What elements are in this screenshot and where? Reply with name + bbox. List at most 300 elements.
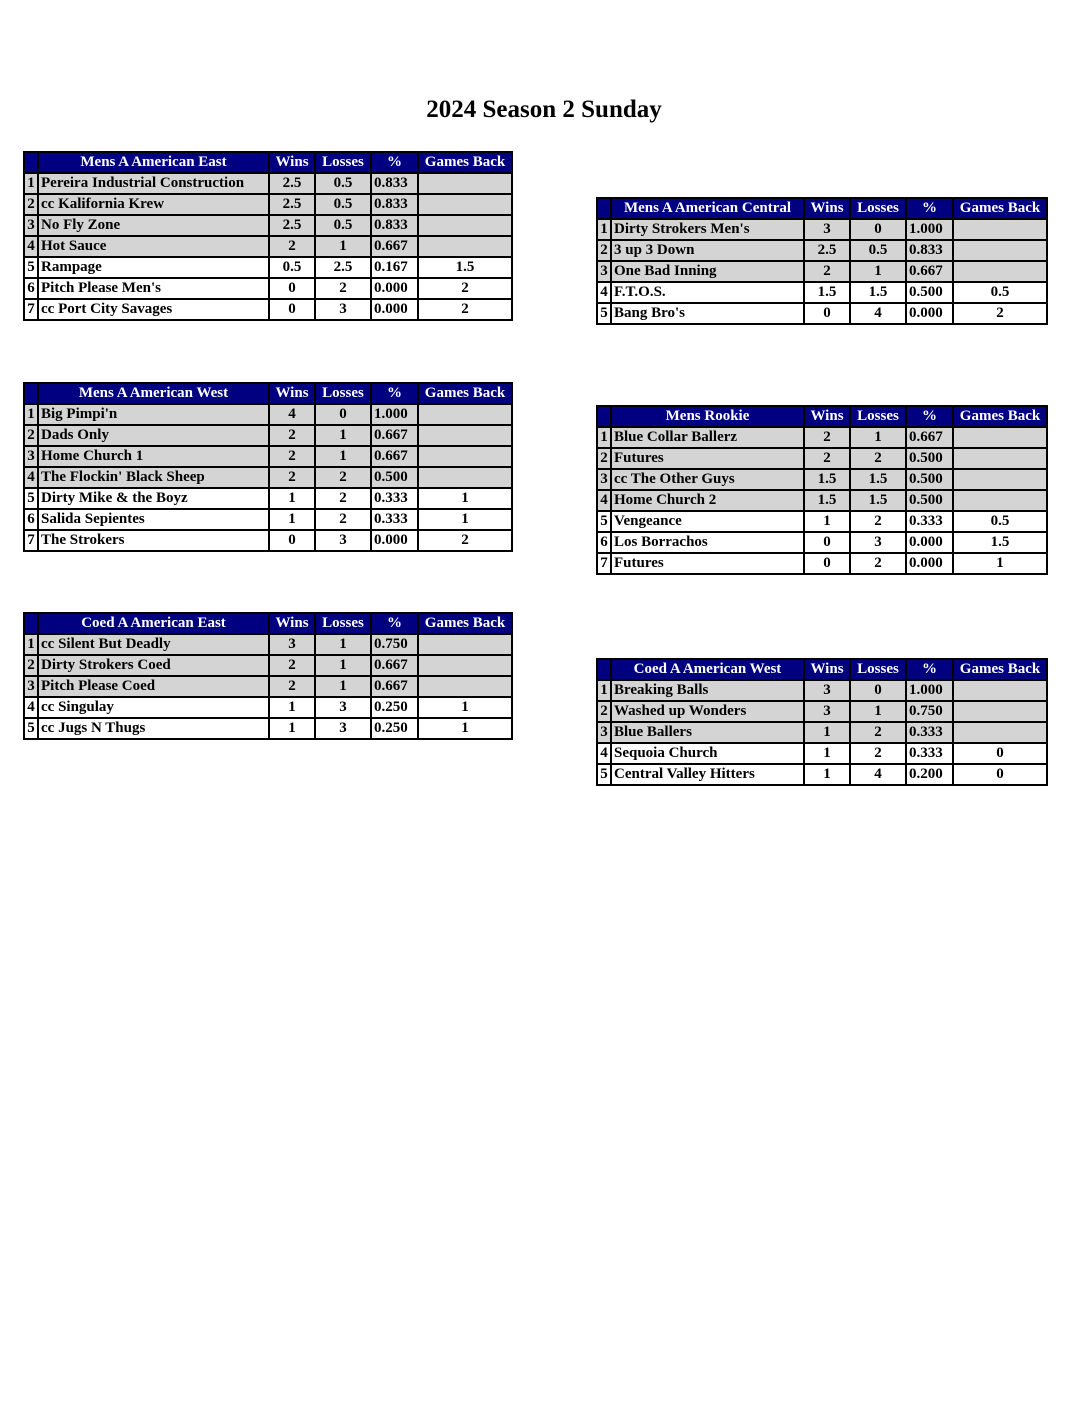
losses-cell: 0.5 <box>315 194 371 215</box>
table-row <box>24 446 512 467</box>
wins-cell: 1 <box>269 697 315 718</box>
rank-cell: 5 <box>597 511 611 532</box>
pct-cell: 0.667 <box>371 446 418 467</box>
losses-cell: 3 <box>850 532 906 553</box>
rank-cell: 6 <box>24 509 38 530</box>
pct-cell: 0.333 <box>906 722 953 743</box>
team-name-cell: Futures <box>611 553 804 574</box>
losses-cell: 1 <box>315 634 371 655</box>
wins-cell: 0 <box>804 303 850 324</box>
rank-cell: 2 <box>24 194 38 215</box>
header-rank-cell <box>24 613 38 634</box>
rank-cell: 6 <box>24 278 38 299</box>
wins-cell: 2.5 <box>804 240 850 261</box>
games-back-cell: 1 <box>418 718 512 739</box>
pct-cell: 0.250 <box>371 718 418 739</box>
header-wins: Wins <box>269 152 315 173</box>
standings-table-mens-a-american-east <box>23 151 513 321</box>
header-wins: Wins <box>269 613 315 634</box>
header-games-back: Games Back <box>953 659 1047 680</box>
wins-cell: 2 <box>269 676 315 697</box>
losses-cell: 1 <box>315 446 371 467</box>
team-name-cell: Salida Sepientes <box>38 509 269 530</box>
wins-cell: 0 <box>269 278 315 299</box>
header-rank-cell <box>597 406 611 427</box>
wins-cell: 2 <box>269 236 315 257</box>
team-name-cell: Vengeance <box>611 511 804 532</box>
rank-cell: 4 <box>597 490 611 511</box>
games-back-cell: 1.5 <box>953 532 1047 553</box>
header-wins: Wins <box>269 383 315 404</box>
rank-cell: 7 <box>24 530 38 551</box>
wins-cell: 1 <box>804 511 850 532</box>
losses-cell: 1 <box>850 261 906 282</box>
team-name-cell: One Bad Inning <box>611 261 804 282</box>
games-back-cell <box>418 194 512 215</box>
team-name-cell: Home Church 2 <box>611 490 804 511</box>
table-header-row <box>597 198 1047 219</box>
team-name-cell: F.T.O.S. <box>611 282 804 303</box>
table-row <box>597 303 1047 324</box>
rank-cell: 2 <box>24 425 38 446</box>
team-name-cell: cc Jugs N Thugs <box>38 718 269 739</box>
header-losses: Losses <box>850 198 906 219</box>
wins-cell: 1.5 <box>804 469 850 490</box>
losses-cell: 3 <box>315 718 371 739</box>
wins-cell: 0 <box>269 299 315 320</box>
losses-cell: 2 <box>850 722 906 743</box>
division-name: Mens A American East <box>38 152 269 173</box>
table-row <box>597 490 1047 511</box>
pct-cell: 0.200 <box>906 764 953 785</box>
pct-cell: 0.667 <box>906 427 953 448</box>
team-name-cell: 3 up 3 Down <box>611 240 804 261</box>
games-back-cell: 1.5 <box>418 257 512 278</box>
table-row <box>597 219 1047 240</box>
wins-cell: 3 <box>804 680 850 701</box>
pct-cell: 0.833 <box>371 215 418 236</box>
pct-cell: 0.833 <box>371 173 418 194</box>
wins-cell: 2 <box>269 425 315 446</box>
header-rank-cell <box>24 383 38 404</box>
rank-cell: 3 <box>597 722 611 743</box>
table-row <box>597 743 1047 764</box>
pct-cell: 0.500 <box>371 467 418 488</box>
games-back-cell: 1 <box>953 553 1047 574</box>
rank-cell: 1 <box>24 173 38 194</box>
games-back-cell <box>418 446 512 467</box>
pct-cell: 0.000 <box>906 553 953 574</box>
pct-cell: 0.833 <box>906 240 953 261</box>
losses-cell: 2.5 <box>315 257 371 278</box>
wins-cell: 0.5 <box>269 257 315 278</box>
games-back-cell: 0.5 <box>953 511 1047 532</box>
team-name-cell: No Fly Zone <box>38 215 269 236</box>
table-row <box>597 553 1047 574</box>
table-row <box>24 509 512 530</box>
division-name: Mens Rookie <box>611 406 804 427</box>
header-losses: Losses <box>315 383 371 404</box>
team-name-cell: cc The Other Guys <box>611 469 804 490</box>
rank-cell: 1 <box>597 427 611 448</box>
losses-cell: 2 <box>850 448 906 469</box>
team-name-cell: Pitch Please Coed <box>38 676 269 697</box>
pct-cell: 0.333 <box>371 509 418 530</box>
rank-cell: 3 <box>24 215 38 236</box>
losses-cell: 0.5 <box>850 240 906 261</box>
team-name-cell: Pitch Please Men's <box>38 278 269 299</box>
losses-cell: 1 <box>850 701 906 722</box>
team-name-cell: Pereira Industrial Construction <box>38 173 269 194</box>
table-row <box>597 427 1047 448</box>
header-rank-cell <box>597 659 611 680</box>
team-name-cell: Dirty Mike & the Boyz <box>38 488 269 509</box>
rank-cell: 3 <box>24 446 38 467</box>
table-row <box>24 488 512 509</box>
team-name-cell: Blue Collar Ballerz <box>611 427 804 448</box>
table-row <box>24 236 512 257</box>
pct-cell: 1.000 <box>906 219 953 240</box>
table-row <box>597 282 1047 303</box>
table-row <box>597 722 1047 743</box>
losses-cell: 2 <box>315 467 371 488</box>
rank-cell: 1 <box>597 219 611 240</box>
rank-cell: 5 <box>24 257 38 278</box>
pct-cell: 0.167 <box>371 257 418 278</box>
table-row <box>597 532 1047 553</box>
division-name: Mens A American Central <box>611 198 804 219</box>
games-back-cell <box>953 261 1047 282</box>
team-name-cell: Los Borrachos <box>611 532 804 553</box>
table-row <box>24 425 512 446</box>
pct-cell: 0.000 <box>906 532 953 553</box>
games-back-cell <box>418 404 512 425</box>
header-pct: % <box>906 198 953 219</box>
losses-cell: 3 <box>315 697 371 718</box>
wins-cell: 1 <box>269 718 315 739</box>
team-name-cell: Bang Bro's <box>611 303 804 324</box>
table-row <box>597 469 1047 490</box>
pct-cell: 0.500 <box>906 490 953 511</box>
losses-cell: 1.5 <box>850 469 906 490</box>
team-name-cell: Central Valley Hitters <box>611 764 804 785</box>
header-pct: % <box>906 406 953 427</box>
team-name-cell: Rampage <box>38 257 269 278</box>
table-row <box>597 680 1047 701</box>
team-name-cell: The Strokers <box>38 530 269 551</box>
team-name-cell: cc Port City Savages <box>38 299 269 320</box>
pct-cell: 0.667 <box>371 425 418 446</box>
wins-cell: 1 <box>804 764 850 785</box>
table-row <box>24 697 512 718</box>
games-back-cell <box>418 467 512 488</box>
rank-cell: 5 <box>24 488 38 509</box>
page-title: 2024 Season 2 Sunday <box>426 96 662 123</box>
wins-cell: 1 <box>269 488 315 509</box>
games-back-cell: 0 <box>953 743 1047 764</box>
games-back-cell <box>418 655 512 676</box>
rank-cell: 6 <box>597 532 611 553</box>
header-wins: Wins <box>804 198 850 219</box>
rank-cell: 1 <box>597 680 611 701</box>
losses-cell: 2 <box>315 488 371 509</box>
table-row <box>24 404 512 425</box>
losses-cell: 2 <box>850 511 906 532</box>
team-name-cell: Dirty Strokers Coed <box>38 655 269 676</box>
losses-cell: 0 <box>315 404 371 425</box>
losses-cell: 3 <box>315 530 371 551</box>
table-row <box>24 299 512 320</box>
games-back-cell <box>953 469 1047 490</box>
rank-cell: 5 <box>597 303 611 324</box>
team-name-cell: Home Church 1 <box>38 446 269 467</box>
wins-cell: 2 <box>269 655 315 676</box>
wins-cell: 0 <box>269 530 315 551</box>
header-losses: Losses <box>850 406 906 427</box>
pct-cell: 0.750 <box>371 634 418 655</box>
rank-cell: 2 <box>597 701 611 722</box>
table-row <box>24 676 512 697</box>
wins-cell: 2.5 <box>269 215 315 236</box>
pct-cell: 0.333 <box>906 511 953 532</box>
table-row <box>24 173 512 194</box>
pct-cell: 0.667 <box>906 261 953 282</box>
games-back-cell <box>953 490 1047 511</box>
header-games-back: Games Back <box>418 152 512 173</box>
table-row <box>24 634 512 655</box>
games-back-cell <box>418 634 512 655</box>
rank-cell: 7 <box>24 299 38 320</box>
rank-cell: 3 <box>24 676 38 697</box>
pct-cell: 1.000 <box>906 680 953 701</box>
header-rank-cell <box>24 152 38 173</box>
division-name: Mens A American West <box>38 383 269 404</box>
wins-cell: 2.5 <box>269 173 315 194</box>
header-games-back: Games Back <box>953 198 1047 219</box>
table-row <box>24 194 512 215</box>
team-name-cell: Dads Only <box>38 425 269 446</box>
losses-cell: 0 <box>850 219 906 240</box>
rank-cell: 3 <box>597 261 611 282</box>
wins-cell: 2 <box>804 448 850 469</box>
table-row <box>597 764 1047 785</box>
pct-cell: 0.333 <box>906 743 953 764</box>
table-header-row <box>597 406 1047 427</box>
wins-cell: 2 <box>269 467 315 488</box>
pct-cell: 0.000 <box>371 299 418 320</box>
rank-cell: 1 <box>24 404 38 425</box>
losses-cell: 1 <box>315 236 371 257</box>
table-row <box>24 467 512 488</box>
header-games-back: Games Back <box>418 613 512 634</box>
table-row <box>597 240 1047 261</box>
rank-cell: 5 <box>597 764 611 785</box>
rank-cell: 2 <box>24 655 38 676</box>
team-name-cell: cc Silent But Deadly <box>38 634 269 655</box>
header-rank-cell <box>597 198 611 219</box>
losses-cell: 0.5 <box>315 173 371 194</box>
wins-cell: 4 <box>269 404 315 425</box>
losses-cell: 0.5 <box>315 215 371 236</box>
games-back-cell <box>418 425 512 446</box>
rank-cell: 2 <box>597 240 611 261</box>
team-name-cell: Blue Ballers <box>611 722 804 743</box>
table-row <box>24 215 512 236</box>
rank-cell: 2 <box>597 448 611 469</box>
wins-cell: 1.5 <box>804 282 850 303</box>
wins-cell: 3 <box>804 701 850 722</box>
header-games-back: Games Back <box>418 383 512 404</box>
losses-cell: 0 <box>850 680 906 701</box>
pct-cell: 0.667 <box>371 676 418 697</box>
losses-cell: 2 <box>850 553 906 574</box>
games-back-cell <box>418 236 512 257</box>
wins-cell: 1.5 <box>804 490 850 511</box>
table-header-row <box>24 613 512 634</box>
team-name-cell: Breaking Balls <box>611 680 804 701</box>
division-name: Coed A American East <box>38 613 269 634</box>
losses-cell: 2 <box>315 278 371 299</box>
pct-cell: 0.333 <box>371 488 418 509</box>
table-header-row <box>24 383 512 404</box>
wins-cell: 0 <box>804 532 850 553</box>
games-back-cell <box>953 722 1047 743</box>
header-losses: Losses <box>850 659 906 680</box>
team-name-cell: Big Pimpi'n <box>38 404 269 425</box>
team-name-cell: Sequoia Church <box>611 743 804 764</box>
games-back-cell: 0 <box>953 764 1047 785</box>
games-back-cell: 2 <box>418 278 512 299</box>
rank-cell: 1 <box>24 634 38 655</box>
losses-cell: 1 <box>315 676 371 697</box>
games-back-cell: 0.5 <box>953 282 1047 303</box>
losses-cell: 1 <box>315 655 371 676</box>
games-back-cell <box>953 680 1047 701</box>
table-row <box>597 448 1047 469</box>
rank-cell: 3 <box>597 469 611 490</box>
standings-table-mens-a-american-central <box>596 197 1048 325</box>
table-header-row <box>597 659 1047 680</box>
games-back-cell: 2 <box>953 303 1047 324</box>
games-back-cell <box>953 427 1047 448</box>
games-back-cell: 2 <box>418 299 512 320</box>
table-row <box>597 261 1047 282</box>
rank-cell: 4 <box>597 282 611 303</box>
table-row <box>24 718 512 739</box>
standings-table-mens-a-american-west <box>23 382 513 552</box>
pct-cell: 0.000 <box>906 303 953 324</box>
team-name-cell: Dirty Strokers Men's <box>611 219 804 240</box>
losses-cell: 3 <box>315 299 371 320</box>
wins-cell: 1 <box>804 722 850 743</box>
header-wins: Wins <box>804 406 850 427</box>
pct-cell: 0.750 <box>906 701 953 722</box>
division-name: Coed A American West <box>611 659 804 680</box>
team-name-cell: cc Singulay <box>38 697 269 718</box>
games-back-cell: 1 <box>418 509 512 530</box>
games-back-cell <box>418 215 512 236</box>
wins-cell: 3 <box>269 634 315 655</box>
games-back-cell <box>953 701 1047 722</box>
rank-cell: 4 <box>24 236 38 257</box>
games-back-cell <box>953 240 1047 261</box>
losses-cell: 1.5 <box>850 490 906 511</box>
pct-cell: 0.833 <box>371 194 418 215</box>
pct-cell: 0.667 <box>371 236 418 257</box>
pct-cell: 0.000 <box>371 530 418 551</box>
losses-cell: 1 <box>850 427 906 448</box>
losses-cell: 2 <box>850 743 906 764</box>
rank-cell: 4 <box>24 697 38 718</box>
standings-table-coed-a-american-east <box>23 612 513 740</box>
standings-table-coed-a-american-west <box>596 658 1048 786</box>
team-name-cell: Futures <box>611 448 804 469</box>
table-row <box>24 278 512 299</box>
table-row <box>24 257 512 278</box>
table-row <box>597 701 1047 722</box>
standings-table-mens-rookie <box>596 405 1048 575</box>
pct-cell: 0.250 <box>371 697 418 718</box>
team-name-cell: Hot Sauce <box>38 236 269 257</box>
wins-cell: 2.5 <box>269 194 315 215</box>
games-back-cell: 1 <box>418 697 512 718</box>
wins-cell: 2 <box>804 427 850 448</box>
team-name-cell: The Flockin' Black Sheep <box>38 467 269 488</box>
wins-cell: 2 <box>804 261 850 282</box>
table-header-row <box>24 152 512 173</box>
table-row <box>24 530 512 551</box>
games-back-cell <box>418 676 512 697</box>
pct-cell: 0.000 <box>371 278 418 299</box>
wins-cell: 0 <box>804 553 850 574</box>
rank-cell: 7 <box>597 553 611 574</box>
table-row <box>24 655 512 676</box>
header-pct: % <box>371 152 418 173</box>
header-pct: % <box>371 383 418 404</box>
header-pct: % <box>906 659 953 680</box>
header-losses: Losses <box>315 613 371 634</box>
games-back-cell <box>953 448 1047 469</box>
wins-cell: 2 <box>269 446 315 467</box>
rank-cell: 4 <box>597 743 611 764</box>
losses-cell: 4 <box>850 764 906 785</box>
team-name-cell: cc Kalifornia Krew <box>38 194 269 215</box>
losses-cell: 1.5 <box>850 282 906 303</box>
pct-cell: 1.000 <box>371 404 418 425</box>
table-row <box>597 511 1047 532</box>
pct-cell: 0.500 <box>906 282 953 303</box>
games-back-cell: 2 <box>418 530 512 551</box>
wins-cell: 1 <box>804 743 850 764</box>
games-back-cell <box>418 173 512 194</box>
losses-cell: 2 <box>315 509 371 530</box>
games-back-cell <box>953 219 1047 240</box>
wins-cell: 1 <box>269 509 315 530</box>
rank-cell: 5 <box>24 718 38 739</box>
header-wins: Wins <box>804 659 850 680</box>
losses-cell: 4 <box>850 303 906 324</box>
header-losses: Losses <box>315 152 371 173</box>
wins-cell: 3 <box>804 219 850 240</box>
pct-cell: 0.500 <box>906 448 953 469</box>
header-games-back: Games Back <box>953 406 1047 427</box>
pct-cell: 0.500 <box>906 469 953 490</box>
header-pct: % <box>371 613 418 634</box>
pct-cell: 0.667 <box>371 655 418 676</box>
losses-cell: 1 <box>315 425 371 446</box>
team-name-cell: Washed up Wonders <box>611 701 804 722</box>
games-back-cell: 1 <box>418 488 512 509</box>
